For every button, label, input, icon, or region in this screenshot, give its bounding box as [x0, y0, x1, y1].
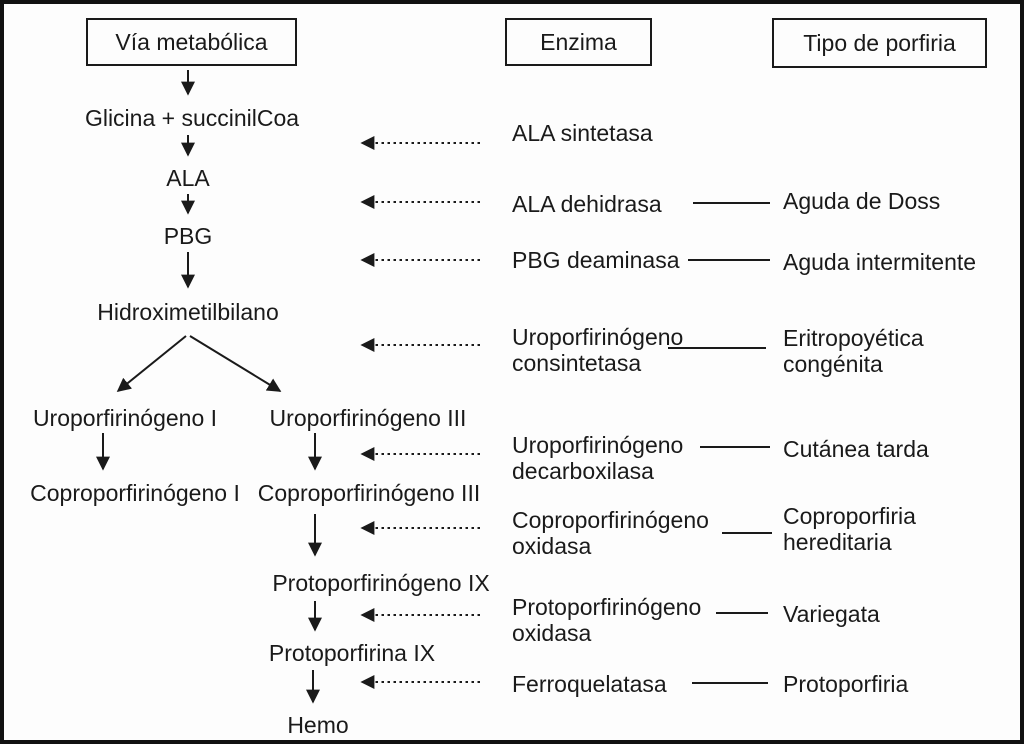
header-box-enzima [505, 18, 652, 66]
header-label-via-metabolica: Vía metabólica [115, 28, 268, 55]
enzyme-label-ferroquelatasa [512, 671, 667, 697]
porphyria-label-coproporfiria-hereditaria [783, 503, 916, 555]
enzyme-line: oxidasa [512, 533, 592, 559]
porphyria-line: congénita [783, 351, 883, 377]
enzyme-line: Coproporfirinógeno [512, 507, 709, 533]
header-box-tipo-de-porfiria [772, 18, 987, 68]
node-coproporfirinogeno-iii: Coproporfirinógeno III [257, 480, 481, 506]
node-glicina-succinilcoa: Glicina + succinilCoa [84, 105, 300, 131]
enzyme-label-uroporfirinogeno-consintetasa [512, 324, 683, 376]
enzyme-label-pbg-deaminasa [512, 247, 679, 273]
enzyme-label-protoporfirinogeno-oxidasa [512, 594, 701, 646]
enzyme-label-uroporfirinogeno-decarboxilasa [512, 432, 683, 484]
porphyria-line: hereditaria [783, 529, 892, 555]
porphyria-line: Variegata [783, 601, 880, 627]
enzyme-line: Uroporfirinógeno [512, 432, 684, 458]
node-protoporfirinogeno-ix: Protoporfirinógeno IX [272, 570, 490, 596]
header-label-tipo-de-porfiria: Tipo de porfiria [803, 29, 956, 56]
node-ala: ALA [166, 165, 210, 191]
node-protoporfirina-ix: Protoporfirina IX [268, 640, 436, 666]
enzyme-line: consintetasa [512, 350, 642, 376]
header-box-via-metabolica [86, 18, 297, 66]
enzyme-line: Ferroquelatasa [512, 671, 667, 697]
enzyme-line: decarboxilasa [512, 458, 654, 484]
porphyria-line: Aguda intermitente [783, 249, 977, 275]
node-pbg: PBG [163, 223, 213, 249]
enzyme-line: PBG deaminasa [512, 247, 680, 273]
porphyria-label-variegata [783, 601, 880, 627]
porphyria-line: Cutánea tarda [783, 436, 929, 462]
branch-arrow-hmb-to-uro3 [190, 336, 280, 391]
header-label-enzima: Enzima [540, 28, 617, 55]
porphyria-label-cutanea-tarda [783, 436, 929, 462]
enzyme-label-ala-sintetasa [512, 120, 653, 146]
enzyme-line: ALA dehidrasa [512, 191, 662, 217]
enzyme-label-ala-dehidrasa [512, 191, 662, 217]
enzyme-label-coproporfirinogeno-oxidasa [512, 507, 709, 559]
porphyria-label-protoporfiria [783, 671, 908, 697]
porphyria-line: Aguda de Doss [783, 188, 941, 214]
porphyria-label-aguda-intermitente [783, 249, 976, 275]
porphyria-line: Coproporfiria [783, 503, 916, 529]
porphyria-line: Protoporfiria [783, 671, 909, 697]
porphyria-label-eritropoyetica-congenita [783, 325, 924, 377]
porphyria-line: Eritropoyética [783, 325, 924, 351]
node-hidroximetilbilano: Hidroximetilbilano [97, 299, 279, 325]
enzyme-line: oxidasa [512, 620, 592, 646]
node-hemo: Hemo [287, 712, 349, 738]
enzyme-line: ALA sintetasa [512, 120, 653, 146]
branch-arrow-hmb-to-uro1 [118, 336, 186, 391]
node-coproporfirinogeno-i: Coproporfirinógeno I [30, 480, 240, 506]
node-uroporfirinogeno-i: Uroporfirinógeno I [32, 405, 218, 431]
enzyme-line: Protoporfirinógeno [512, 594, 702, 620]
porphyria-label-aguda-de-doss [783, 188, 940, 214]
enzyme-line: Uroporfirinógeno [512, 324, 684, 350]
node-uroporfirinogeno-iii: Uroporfirinógeno III [269, 405, 467, 431]
